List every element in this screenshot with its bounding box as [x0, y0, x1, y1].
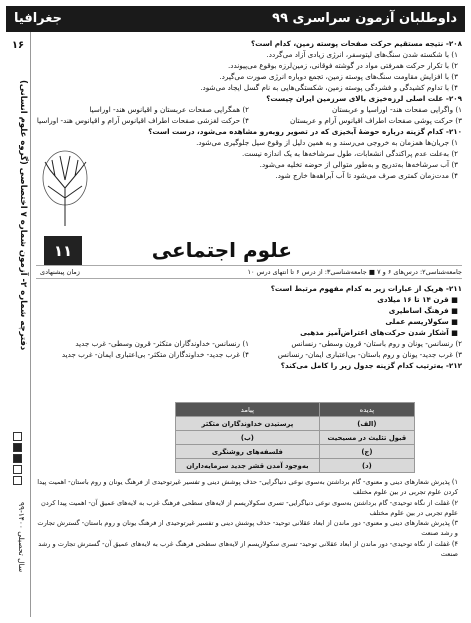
q210-options [36, 137, 462, 181]
table-cell: پرستیدن خداوندگاران متکثر [176, 417, 320, 431]
phenomena-table [175, 402, 415, 473]
square-marker [13, 465, 22, 474]
option: ۲) همگرایی صفحات عربستان و اقیانوس هند- اوراسیا [89, 105, 249, 114]
option: ۴) با تداوم کشیدگی و فشردگی پوسته زمین، شکستگی‌هایی به نام گسل ایجاد می‌شود. [200, 83, 458, 92]
square-marker [13, 454, 22, 463]
list-item: ■ سکولاریسم عملی [385, 317, 458, 326]
list-item: ■ قرن ۱۴ تا ۱۶ میلادی [377, 295, 458, 304]
question-count-badge: ۱۱ [44, 236, 82, 266]
page-number: ۱۶ [11, 40, 25, 51]
academic-year-vertical: سال تحصیلی ۱۴۰۰-۹۹ [17, 502, 26, 573]
options-row [36, 349, 462, 360]
option: ۱) پذیرش شعارهای دینی و معنوی- گام برداشتن به‌سوی نوعی دنیاگرایی- حذف پوشش دینی و تفسیر غیرتوحیدی از فرهنگ یونان و روم باستان- اهمیت پیدا کردن علوم تجربی در بین علوم مختلف [37, 478, 458, 497]
options-row [36, 338, 462, 349]
option: ۴) غفلت از نگاه توحیدی- دور ماندن از ابعاد عقلانی توحید- تسری سکولاریسم از لایه‌های سطحی فرهنگ غرب به لایه‌های عمیق آن- گسترش تجارت و رشد صنعت [38, 539, 458, 559]
table-row [176, 417, 415, 431]
option: ۳) با افزایش مقاومت سنگ‌های پوسته زمین، تجمع دوباره انرژی صورت می‌گیرد. [219, 72, 458, 81]
table-cell: (ج) [319, 445, 414, 459]
option: ۲) به‌علت عدم پراکندگی انشعابات، طول سرشاخه‌ها به یک اندازه نیست. [241, 149, 458, 158]
table-row [176, 431, 415, 445]
option: ۱) با شکسته شدن سنگ‌های لیتوسفر، انرژی زیادی آزاد می‌گردد. [266, 50, 458, 59]
table-cell: به‌وجود آمدن قشر جدید سرمایه‌داران [176, 459, 320, 473]
option: ۱) رنسانس- خداوندگاران متکثر- قرون وسطی- غرب جدید [75, 339, 249, 348]
option: ۳) آب سرشاخه‌ها به‌تدریج و به‌طور متوالی از حوضه تخلیه می‌شود. [259, 160, 458, 169]
question-210: ۲۱۰- کدام گزینه درباره حوضهٔ آبخیزی که در تصویر روبه‌رو مشاهده می‌شود، درست است؟ [148, 127, 462, 136]
drainage-basin-figure [40, 148, 90, 228]
question-209: ۲۰۹- علت اصلی لرزه‌خیزی بالای سرزمین ایران چیست؟ [266, 94, 462, 103]
progress-squares [13, 432, 22, 487]
option: ۲) با تکرار حرکت همرفتی مواد در گوشته فوقانی، زمین‌لرزه بوقوع می‌پیوندد. [228, 61, 458, 70]
option: ۳) غرب جدید- یونان و روم باستان- بی‌اعتباری ایمان- رنسانس [277, 350, 462, 359]
questions-bottom [36, 283, 462, 371]
header-subject: جغرافیا [14, 11, 62, 26]
header-title: داوطلبان آزمون سراسری ۹۹ [272, 11, 457, 26]
table-row [176, 459, 415, 473]
table-cell: (الف) [319, 417, 414, 431]
table-header: پیامد [176, 403, 320, 417]
q212-options [36, 477, 462, 559]
option: ۴) حرکت لغزشی صفحات اطراف اقیانوس آرام و اقیانوس هند- اوراسیا [36, 116, 249, 125]
question-208: ۲۰۸- نتیجه مستقیم حرکت صفحات پوسته زمین، کدام است؟ [250, 39, 462, 48]
table-row [176, 445, 415, 459]
option: ۴) غرب جدید- خداوندگاران متکثر- بی‌اعتباری ایمان- غرب جدید [61, 350, 249, 359]
questions-top [36, 38, 462, 181]
options-row [36, 104, 462, 115]
section-title: علوم اجتماعی [151, 238, 292, 262]
list-item: ■ فرهنگ اساطیری [388, 306, 458, 315]
question-212: ۲۱۲- به‌ترتیب کدام گزینه جدول زیر را کامل می‌کند؟ [280, 361, 462, 370]
option: ۲) غفلت از نگاه توحیدی- گام برداشتن به‌سوی نوعی دنیاگرایی- تسری سکولاریسم از لایه‌های سطحی فرهنگ غرب به لایه‌های عمیق آن- اهمیت پیدا کردن علوم تجربی در بین علوم مختلف [40, 498, 458, 517]
table-cell: فلسفه‌های روشنگری [176, 445, 320, 459]
option: ۳) حرکت پوشی صفحات اطراف اقیانوس آرام و عربستان [289, 116, 462, 125]
option: ۱) جریان‌ها همزمان به خروجی می‌رسند و به همین دلیل از وقوع سیل جلوگیری می‌شود. [196, 138, 458, 147]
square-marker [13, 443, 22, 452]
square-marker [13, 476, 22, 485]
question-211: ۲۱۱- هریک از عبارات زیر به کدام مفهوم مرتبط است؟ [270, 284, 462, 293]
suggested-time-label: زمان پیشنهادی [40, 268, 80, 276]
side-strip [6, 32, 31, 617]
option: ۴) مدت‌زمان کمتری صرف می‌شود تا آب آبراهه‌ها خارج شود. [275, 171, 458, 180]
table-cell: (د) [319, 459, 414, 473]
square-marker [13, 432, 22, 441]
option: ۲) رنسانس- یونان و روم باستان- قرون وسطی- رنسانس [291, 339, 462, 348]
option: ۱) واگرایی صفحات هند- اوراسیا و عربستان [332, 105, 462, 114]
table-cell: (ب) [176, 431, 320, 445]
table-header: پدیده [319, 403, 414, 417]
list-item: ■ آشکار شدن حرکت‌های اعتراض‌آمیز مذهبی [300, 328, 458, 337]
table-cell: قبول تثلیث در مسیحیت [319, 431, 414, 445]
table-header-row [176, 403, 415, 417]
options-row [36, 115, 462, 126]
syllabus-bar: جامعه‌شناسی۲: درس‌های ۶ و ۷ ■ جامعه‌شناسی۳: از درس ۶ تا انتهای درس ۱۰ [36, 265, 462, 279]
page-header [6, 6, 465, 32]
option: ۳) پذیرش شعارهای دینی و معنوی- دور ماندن از ابعاد عقلانی توحید- حذف پوشش دینی و تفسیر غیرتوحیدی از فرهنگ یونان و روم باستان- گسترش تجارت و رشد صنعت [37, 519, 458, 538]
exam-title-vertical: دفترچه شماره ۲- آزمون شماره ۷ اختصاصی (گروه علوم انسانی) [18, 80, 28, 351]
